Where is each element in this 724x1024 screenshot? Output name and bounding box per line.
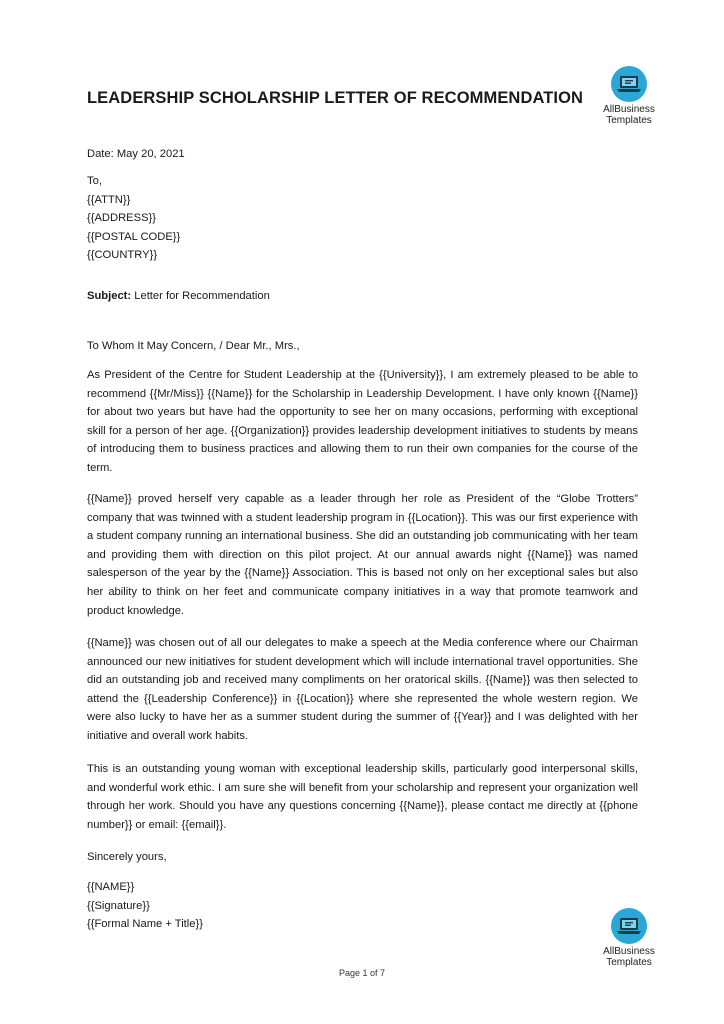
brand-name [594,946,664,968]
subject-line [87,287,638,306]
address-postal-code: {{POSTAL CODE}} [87,230,181,243]
subject-label: Subject: [87,290,132,302]
laptop-icon [610,907,648,945]
brand-line-2: Templates [606,115,652,126]
address-attn: {{ATTN}} [87,193,131,206]
signature-formal-name: {{Formal Name + Title}} [87,918,203,930]
brand-line-2: Templates [606,957,652,968]
paragraph-2: {{Name}} proved herself very capable as a leader through her role as President of the “Globe Trotters” company that was twinned with a student leadership program in {{Location}}. This was our first experience with a student company running an international business. She did an outstanding job communicating with her team and providing them with direction on this pilot project. At our annual awards night {{Name}} was named salesperson of the year by the {{Name}} Association. This is based not only on her exceptional sales but also her ability to think on her feet and communicate company initiatives in a way that promote teamwork and product knowledge. [87,493,638,617]
signature-name: {{NAME}} [87,881,135,893]
closing: Sincerely yours, [87,851,167,863]
paragraph-3: {{Name}} was chosen out of all our delegates to make a speech at the Media conference where our Chairman announced our new initiatives for student development which will include international travel opportunities. She did an outstanding job and received many compliments on her oratorical skills. {{Name}} was then selected to attend the {{Leadership Conference}} in {{Location}} where she represented the whole western region. We were also lucky to have her as a summer student during the summer of {{Year}} and I was delighted with her initiative and overall work habits. [87,637,638,742]
page-number: Page 1 of 7 [338,968,386,978]
brand-logo-bottom [594,907,664,968]
brand-logo-top [594,65,664,126]
paragraph-1: As President of the Centre for Student Leadership at the {{University}}, I am extremely pleased to be able to recommend {{Mr/Miss}} {{Name}} for the Scholarship in Leadership Development. I have only known {{Name}} for about two years but have had the opportunity to see her on many occasions, performing with exceptional skill for a person of her age. {{Organization}} provides leadership development initiatives to students by means of introducing them to business practices and allowing them to run their own companies for the course of the term. [87,369,638,474]
subject-text: Letter for Recommendation [131,290,270,302]
paragraph-4: This is an outstanding young woman with exceptional leadership skills, particularly good interpersonal skills, and wonderful work ethic. I am sure she will benefit from your scholarship and represent your organization well through her work. Should you have any questions concerning {{Name}}, please contact me directly at {{phone number}} or email: {{email}}. [87,763,638,831]
brand-line-1: AllBusiness [603,946,655,957]
address-street: {{ADDRESS}} [87,212,157,224]
letter-date: Date: May 20, 2021 [87,148,185,160]
laptop-icon [610,65,648,103]
salutation: To Whom It May Concern, / Dear Mr., Mrs., [87,340,300,352]
recipient-address [87,172,638,265]
address-country: {{COUNTRY}} [87,249,158,261]
signature-placeholder: {{Signature}} [87,899,150,912]
signature-block [87,878,638,934]
brand-line-1: AllBusiness [603,104,655,115]
address-to: To, [87,175,102,187]
document-title: LEADERSHIP SCHOLARSHIP LETTER OF RECOMMENDATION [87,89,584,107]
brand-name [594,104,664,126]
